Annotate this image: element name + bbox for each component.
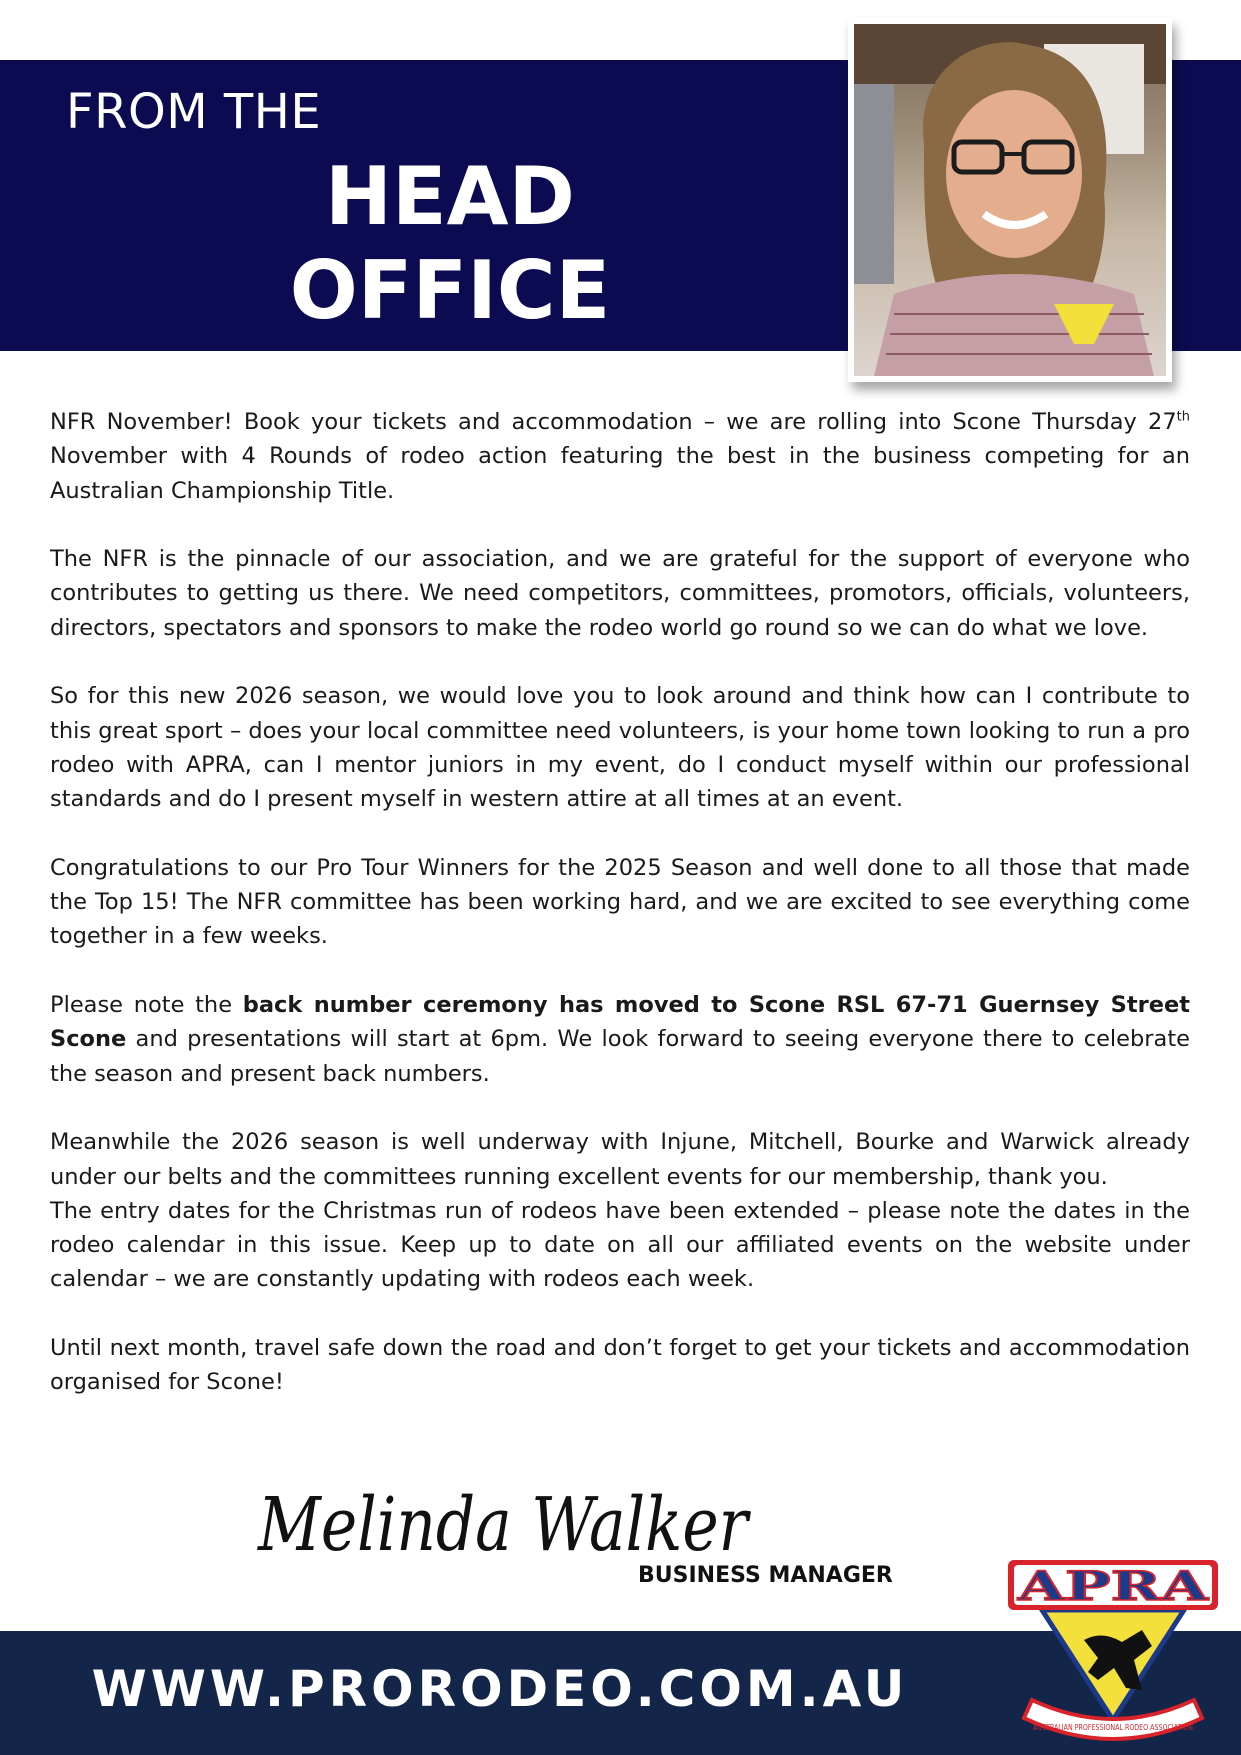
signature-image	[258, 1478, 778, 1568]
paragraph-1: NFR November! Book your tickets and accommodation – we are rolling into Scone Thursday 27th November with 4 Rounds of rodeo action featuring the best in the business competing for an Australian Championship Title.	[50, 409, 1190, 504]
page-title	[280, 150, 620, 338]
portrait-photo-icon	[854, 24, 1166, 376]
signature	[258, 1478, 778, 1568]
paragraph-6: Meanwhile the 2026 season is well underway with Injune, Mitchell, Bourke and Warwick already under our belts and the committees running excellent events for our membership, thank you.	[50, 1129, 1190, 1190]
signature-role: BUSINESS MANAGER	[638, 1563, 893, 1588]
portrait-frame	[848, 18, 1172, 382]
title-line-2: OFFICE	[289, 244, 611, 337]
paragraph-2: The NFR is the pinnacle of our association, and we are grateful for the support of everyone who contributes to getting us there. We need competitors, committees, promotors, officials, volunteers, directors, spectators and sponsors to make the rodeo world go round so we can do what we love.	[50, 546, 1190, 641]
logo-acronym: APRA	[1016, 1563, 1210, 1610]
portrait-illustration	[854, 24, 1166, 376]
apra-logo	[1002, 1550, 1224, 1750]
header-kicker: FROM THE	[66, 84, 322, 140]
paragraph-5: Please note the back number ceremony has moved to Scone RSL 67-71 Guernsey Street Scone and presentations will start at 6pm. We look forward to seeing everyone there to celebrate the season and present back numbers.	[50, 992, 1190, 1087]
title-line-1: HEAD	[325, 150, 575, 243]
article-body	[50, 405, 1190, 1434]
paragraph-7: The entry dates for the Christmas run of rodeos have been extended – please note the dates in the rodeo calendar in this issue. Keep up to date on all our affiliated events on the website under calendar – we are constantly updating with rodeos each week.	[50, 1197, 1190, 1293]
apra-logo-icon	[1002, 1550, 1224, 1750]
signature-text: Melinda Walker	[256, 1482, 752, 1568]
paragraph-8: Until next month, travel safe down the road and don’t forget to get your tickets and accommodation organised for Scone!	[50, 1335, 1190, 1396]
paragraph-4: Congratulations to our Pro Tour Winners for the 2025 Season and well done to all those that made the Top 15! The NFR committee has been working hard, and we are excited to see everything come together in a few weeks.	[50, 854, 1190, 950]
website-url[interactable]: WWW.PRORODEO.COM.AU	[91, 1660, 909, 1718]
logo-full-name: AUSTRALIAN PROFESSIONAL RODEO ASSOCIATION	[1033, 1723, 1194, 1732]
paragraph-3: So for this new 2026 season, we would love you to look around and think how can I contribute to this great sport – does your local committee need volunteers, is your home town looking to run a pro rodeo with APRA, can I mentor juniors in my event, do I conduct myself within our professional standards and do I present myself in western attire at all times at an event.	[50, 683, 1190, 813]
